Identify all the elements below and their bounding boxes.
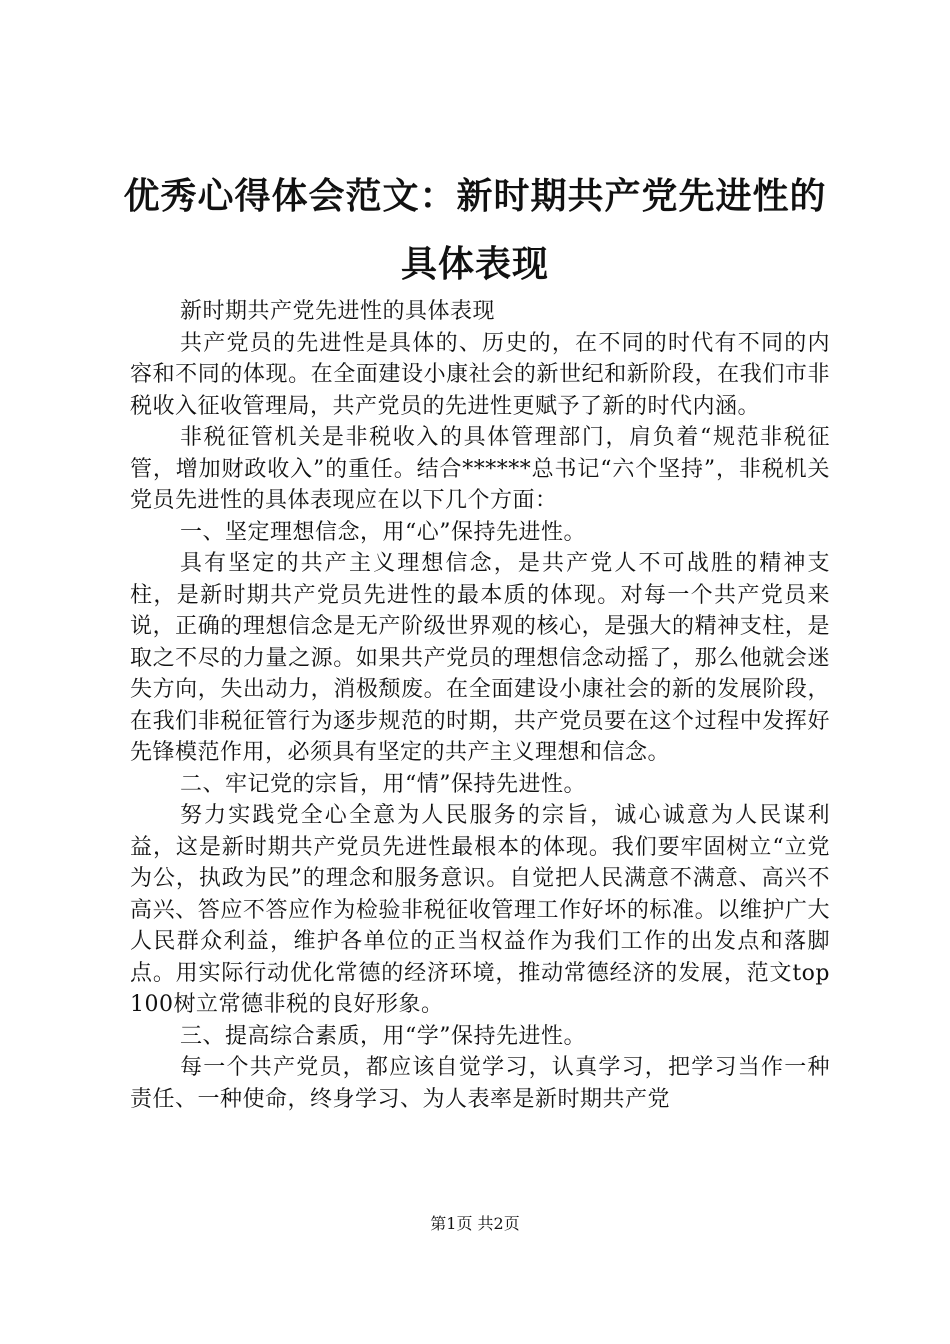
paragraph: 共产党员的先进性是具体的、历史的，在不同的时代有不同的内容和不同的体现。在全面建设小康社会的新世纪和新阶段，在我们市非税收入征收管理局，共产党员的先进性更赋予了新的时代内涵。 — [130, 330, 830, 419]
paragraph-subtitle: 新时期共产党先进性的具体表现 — [180, 299, 496, 324]
paragraph: 非税征管机关是非税收入的具体管理部门，肩负着“规范非税征管，增加财政收入”的重任。结合******总书记“六个坚持”，非税机关党员先进性的具体表现应在以下几个方面： — [130, 425, 830, 513]
page-footer: 第1页 共2页 — [430, 1214, 520, 1233]
document-title: 优秀心得体会范文：新时期共产党先进性的具体表现 — [123, 175, 827, 285]
section-heading: 二、牢记党的宗旨，用“情”保持先进性。 — [180, 771, 586, 797]
document-body — [130, 296, 830, 1115]
section-heading: 三、提高综合素质，用“学”保持先进性。 — [180, 1023, 586, 1049]
paragraph: 每一个共产党员，都应该自觉学习，认真学习，把学习当作一种责任、一种使命，终身学习、为人表率是新时期共产党 — [130, 1055, 830, 1112]
paragraph: 具有坚定的共产主义理想信念，是共产党人不可战胜的精神支柱，是新时期共产党员先进性的最本质的体现。对每一个共产党员来说，正确的理想信念是无产阶级世界观的核心，是强大的精神支柱，是取之不尽的力量之源。如果共产党员的理想信念动摇了，那么他就会迷失方向，失出动力，消极颓废。在全面建设小康社会的新的发展阶段，在我们非税征管行为逐步规范的时期，共产党员要在这个过程中发挥好先锋模范作用，必须具有坚定的共产主义理想和信念。 — [130, 551, 830, 765]
section-heading: 一、坚定理想信念，用“心”保持先进性。 — [180, 519, 586, 545]
paragraph: 努力实践党全心全意为人民服务的宗旨，诚心诚意为人民谋利益，这是新时期共产党员先进性最根本的体现。我们要牢固树立“立党为公，执政为民”的理念和服务意识。自觉把人民满意不满意、高兴不高兴、答应不答应作为检验非税征收管理工作好坏的标准。以维护广大人民群众利益，维护各单位的正当权益作为我们工作的出发点和落脚点。用实际行动优化常德的经济环境，推动常德经济的发展，范文top100树立常德非税的良好形象。 — [130, 803, 830, 1017]
